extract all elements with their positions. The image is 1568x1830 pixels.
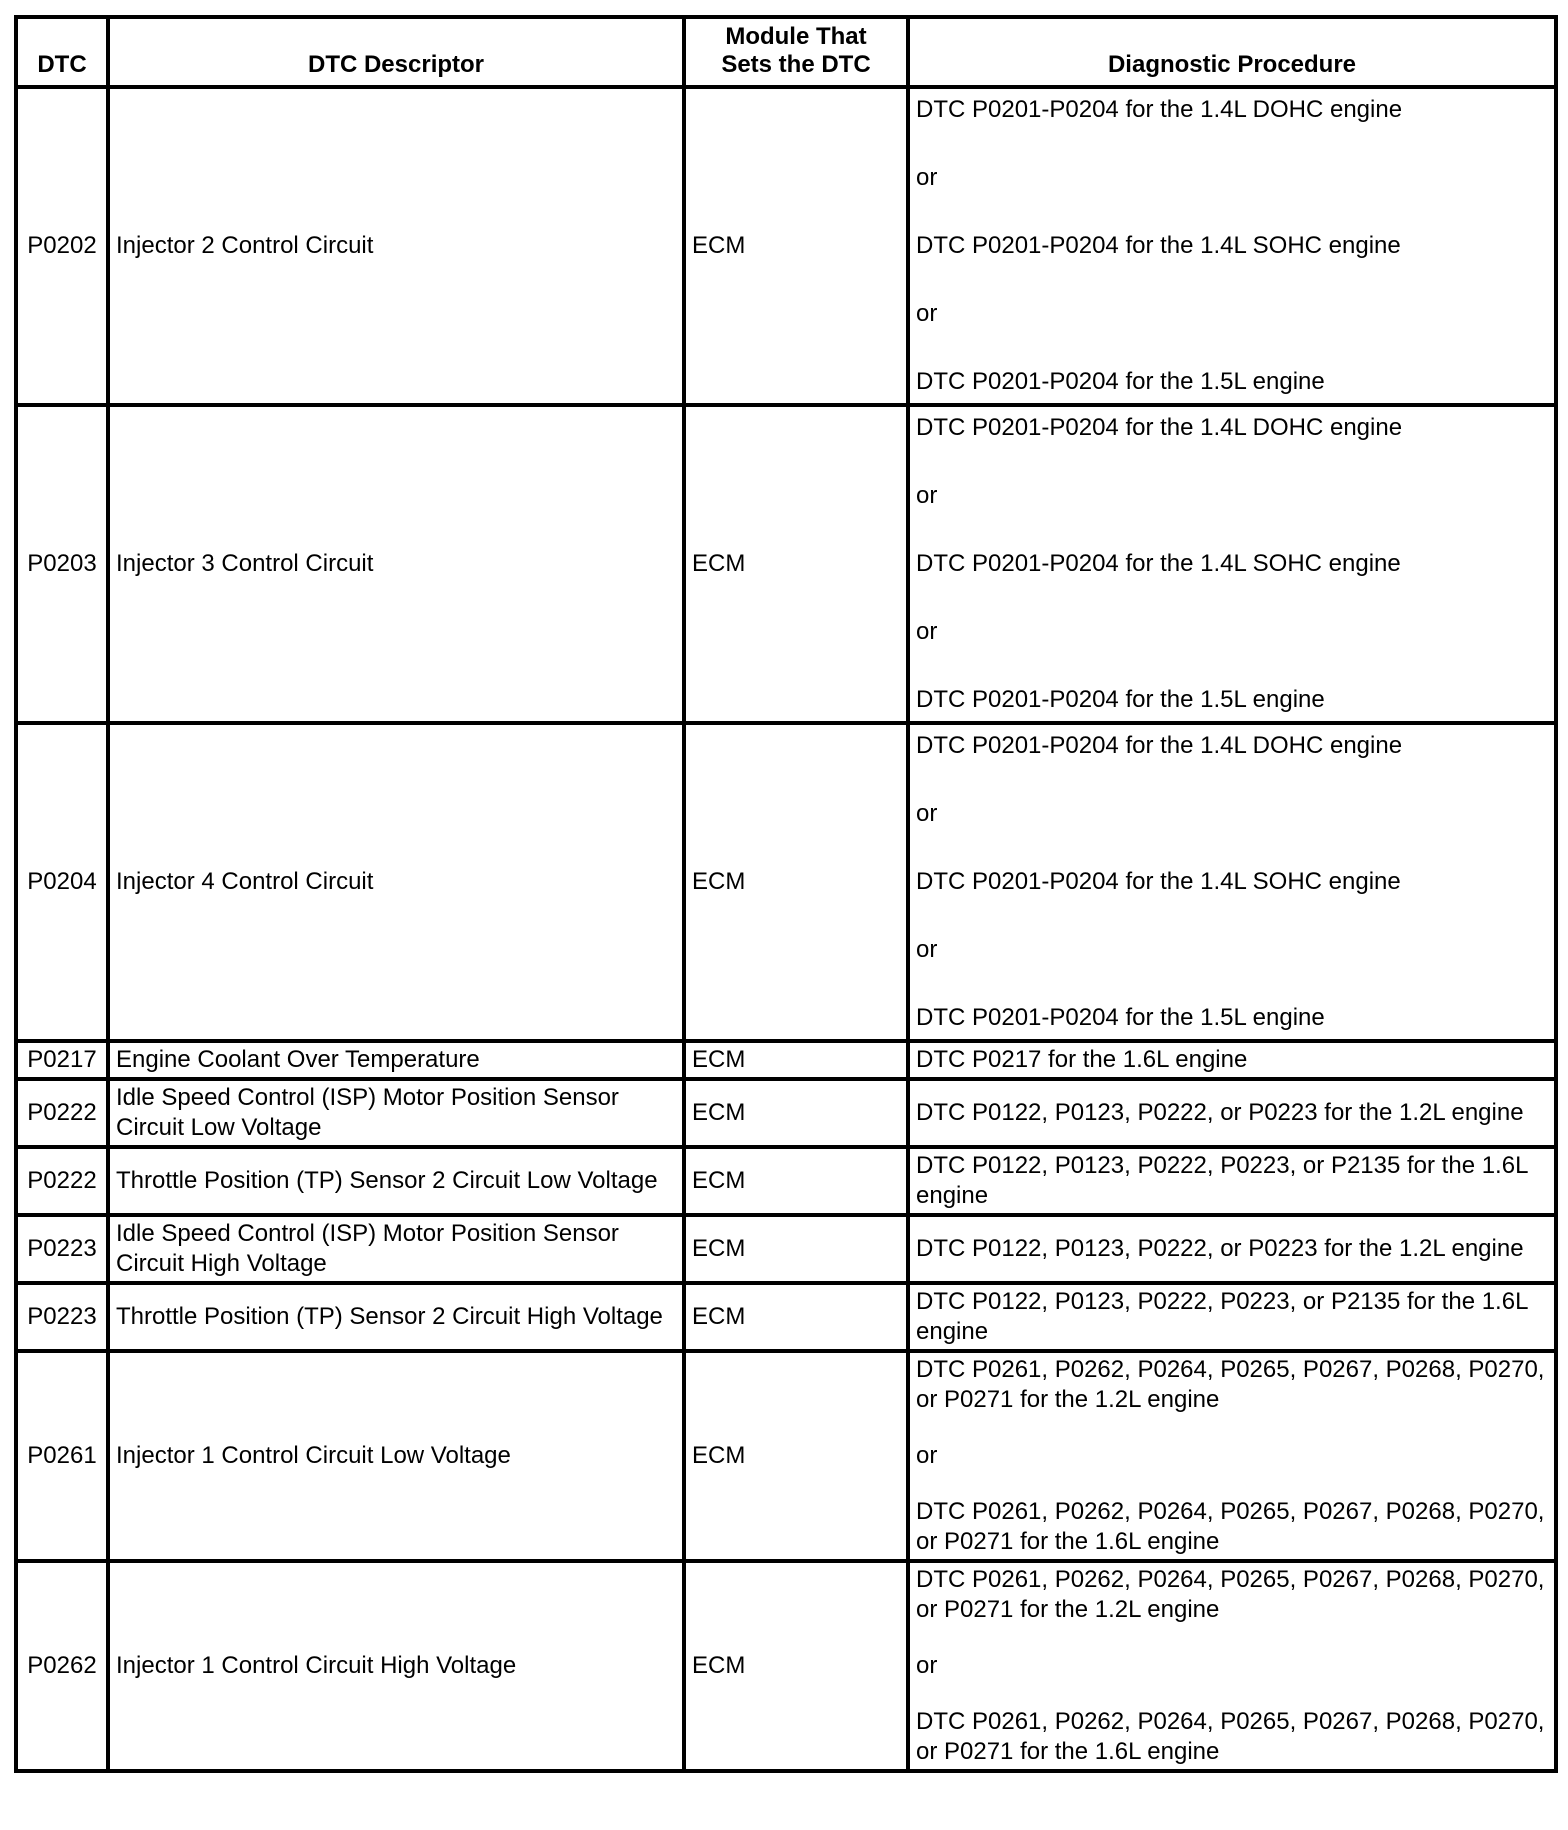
module-cell: ECM bbox=[684, 1561, 908, 1771]
table-row bbox=[16, 1283, 1556, 1351]
dtc-descriptor-cell: Throttle Position (TP) Sensor 2 Circuit High Voltage bbox=[108, 1283, 684, 1351]
module-cell: ECM bbox=[684, 1215, 908, 1283]
header-module bbox=[684, 17, 908, 87]
procedure-spacer bbox=[916, 761, 1548, 799]
table-body bbox=[16, 87, 1556, 1771]
procedure-cell bbox=[908, 723, 1556, 1041]
dtc-descriptor-cell: Throttle Position (TP) Sensor 2 Circuit Low Voltage bbox=[108, 1147, 684, 1215]
module-cell: ECM bbox=[684, 1041, 908, 1079]
module-cell: ECM bbox=[684, 1351, 908, 1561]
table-row bbox=[16, 87, 1556, 405]
dtc-descriptor-cell: Idle Speed Control (ISP) Motor Position Sensor Circuit Low Voltage bbox=[108, 1079, 684, 1147]
procedure-or-text: or bbox=[916, 1442, 938, 1469]
module-cell: ECM bbox=[684, 1079, 908, 1147]
header-row bbox=[16, 17, 1556, 87]
header-descriptor: DTC Descriptor bbox=[108, 17, 684, 87]
procedure-or-text: or bbox=[916, 618, 938, 645]
procedure-or-text: or bbox=[916, 1652, 938, 1679]
procedure-spacer bbox=[916, 1415, 1548, 1441]
header-procedure: Diagnostic Procedure bbox=[908, 17, 1556, 87]
procedure-link-text[interactable]: DTC P0122, P0123, P0222, P0223, or P2135 for the 1.6L engine bbox=[916, 1152, 1535, 1209]
procedure-link-text[interactable]: DTC P0201-P0204 for the 1.4L DOHC engine bbox=[916, 732, 1403, 759]
dtc-table bbox=[14, 15, 1558, 1773]
header-module-line1: Module That bbox=[725, 23, 867, 50]
dtc-code-cell: P0204 bbox=[16, 723, 108, 1041]
procedure-spacer bbox=[916, 965, 1548, 1003]
procedure-link-text[interactable]: DTC P0201-P0204 for the 1.5L engine bbox=[916, 1004, 1325, 1031]
table-row bbox=[16, 1079, 1556, 1147]
procedure-link-text[interactable]: DTC P0201-P0204 for the 1.4L SOHC engine bbox=[916, 868, 1401, 895]
table-row bbox=[16, 405, 1556, 723]
procedure-spacer bbox=[916, 443, 1548, 481]
procedure-cell bbox=[908, 1283, 1556, 1351]
dtc-code-cell: P0262 bbox=[16, 1561, 108, 1771]
table-row bbox=[16, 1041, 1556, 1079]
procedure-spacer bbox=[916, 193, 1548, 231]
module-cell: ECM bbox=[684, 87, 908, 405]
procedure-link-text[interactable]: DTC P0201-P0204 for the 1.4L SOHC engine bbox=[916, 550, 1401, 577]
procedure-cell bbox=[908, 1561, 1556, 1771]
dtc-code-cell: P0217 bbox=[16, 1041, 108, 1079]
module-cell: ECM bbox=[684, 405, 908, 723]
procedure-cell bbox=[908, 405, 1556, 723]
dtc-code-cell: P0223 bbox=[16, 1283, 108, 1351]
dtc-code-cell: P0203 bbox=[16, 405, 108, 723]
procedure-or-text: or bbox=[916, 936, 938, 963]
procedure-spacer bbox=[916, 647, 1548, 685]
procedure-cell bbox=[908, 1351, 1556, 1561]
procedure-spacer bbox=[916, 261, 1548, 299]
procedure-cell bbox=[908, 1147, 1556, 1215]
module-cell: ECM bbox=[684, 723, 908, 1041]
procedure-spacer bbox=[916, 829, 1548, 867]
procedure-link-text[interactable]: DTC P0201-P0204 for the 1.4L DOHC engine bbox=[916, 96, 1403, 123]
dtc-descriptor-cell: Injector 2 Control Circuit bbox=[108, 87, 684, 405]
procedure-spacer bbox=[916, 125, 1548, 163]
dtc-code-cell: P0222 bbox=[16, 1147, 108, 1215]
dtc-descriptor-cell: Injector 1 Control Circuit Low Voltage bbox=[108, 1351, 684, 1561]
procedure-spacer bbox=[916, 1471, 1548, 1497]
procedure-link-text[interactable]: DTC P0122, P0123, P0222, P0223, or P2135 for the 1.6L engine bbox=[916, 1288, 1535, 1345]
procedure-spacer bbox=[916, 579, 1548, 617]
procedure-or-text: or bbox=[916, 300, 938, 327]
procedure-link-text[interactable]: DTC P0261, P0262, P0264, P0265, P0267, P0268, P0270, or P0271 for the 1.6L engine bbox=[916, 1498, 1552, 1555]
procedure-cell bbox=[908, 1079, 1556, 1147]
procedure-link-text[interactable]: DTC P0261, P0262, P0264, P0265, P0267, P0268, P0270, or P0271 for the 1.2L engine bbox=[916, 1356, 1552, 1413]
procedure-link-text[interactable]: DTC P0122, P0123, P0222, or P0223 for the 1.2L engine bbox=[916, 1235, 1524, 1262]
procedure-link-text[interactable]: DTC P0201-P0204 for the 1.5L engine bbox=[916, 686, 1325, 713]
module-cell: ECM bbox=[684, 1283, 908, 1351]
procedure-link-text[interactable]: DTC P0122, P0123, P0222, or P0223 for the 1.2L engine bbox=[916, 1099, 1524, 1126]
procedure-spacer bbox=[916, 897, 1548, 935]
procedure-link-text[interactable]: DTC P0201-P0204 for the 1.4L SOHC engine bbox=[916, 232, 1401, 259]
header-dtc: DTC bbox=[16, 17, 108, 87]
procedure-cell bbox=[908, 1215, 1556, 1283]
procedure-cell bbox=[908, 1041, 1556, 1079]
procedure-link-text[interactable]: DTC P0201-P0204 for the 1.5L engine bbox=[916, 368, 1325, 395]
dtc-descriptor-cell: Idle Speed Control (ISP) Motor Position Sensor Circuit High Voltage bbox=[108, 1215, 684, 1283]
procedure-link-text[interactable]: DTC P0217 for the 1.6L engine bbox=[916, 1046, 1248, 1073]
dtc-descriptor-cell: Injector 4 Control Circuit bbox=[108, 723, 684, 1041]
table-row bbox=[16, 1147, 1556, 1215]
header-module-line2: Sets the DTC bbox=[721, 51, 871, 78]
procedure-or-text: or bbox=[916, 482, 938, 509]
procedure-cell bbox=[908, 87, 1556, 405]
procedure-or-text: or bbox=[916, 164, 938, 191]
procedure-or-text: or bbox=[916, 800, 938, 827]
dtc-code-cell: P0261 bbox=[16, 1351, 108, 1561]
dtc-descriptor-cell: Injector 3 Control Circuit bbox=[108, 405, 684, 723]
procedure-spacer bbox=[916, 1681, 1548, 1707]
dtc-code-cell: P0223 bbox=[16, 1215, 108, 1283]
procedure-spacer bbox=[916, 1625, 1548, 1651]
dtc-code-cell: P0202 bbox=[16, 87, 108, 405]
dtc-descriptor-cell: Engine Coolant Over Temperature bbox=[108, 1041, 684, 1079]
procedure-link-text[interactable]: DTC P0261, P0262, P0264, P0265, P0267, P0268, P0270, or P0271 for the 1.2L engine bbox=[916, 1566, 1552, 1623]
procedure-spacer bbox=[916, 511, 1548, 549]
table-row bbox=[16, 1351, 1556, 1561]
table-row bbox=[16, 1215, 1556, 1283]
module-cell: ECM bbox=[684, 1147, 908, 1215]
procedure-link-text[interactable]: DTC P0261, P0262, P0264, P0265, P0267, P0268, P0270, or P0271 for the 1.6L engine bbox=[916, 1708, 1552, 1765]
procedure-link-text[interactable]: DTC P0201-P0204 for the 1.4L DOHC engine bbox=[916, 414, 1403, 441]
table-row bbox=[16, 1561, 1556, 1771]
procedure-spacer bbox=[916, 329, 1548, 367]
table-row bbox=[16, 723, 1556, 1041]
dtc-code-cell: P0222 bbox=[16, 1079, 108, 1147]
dtc-descriptor-cell: Injector 1 Control Circuit High Voltage bbox=[108, 1561, 684, 1771]
